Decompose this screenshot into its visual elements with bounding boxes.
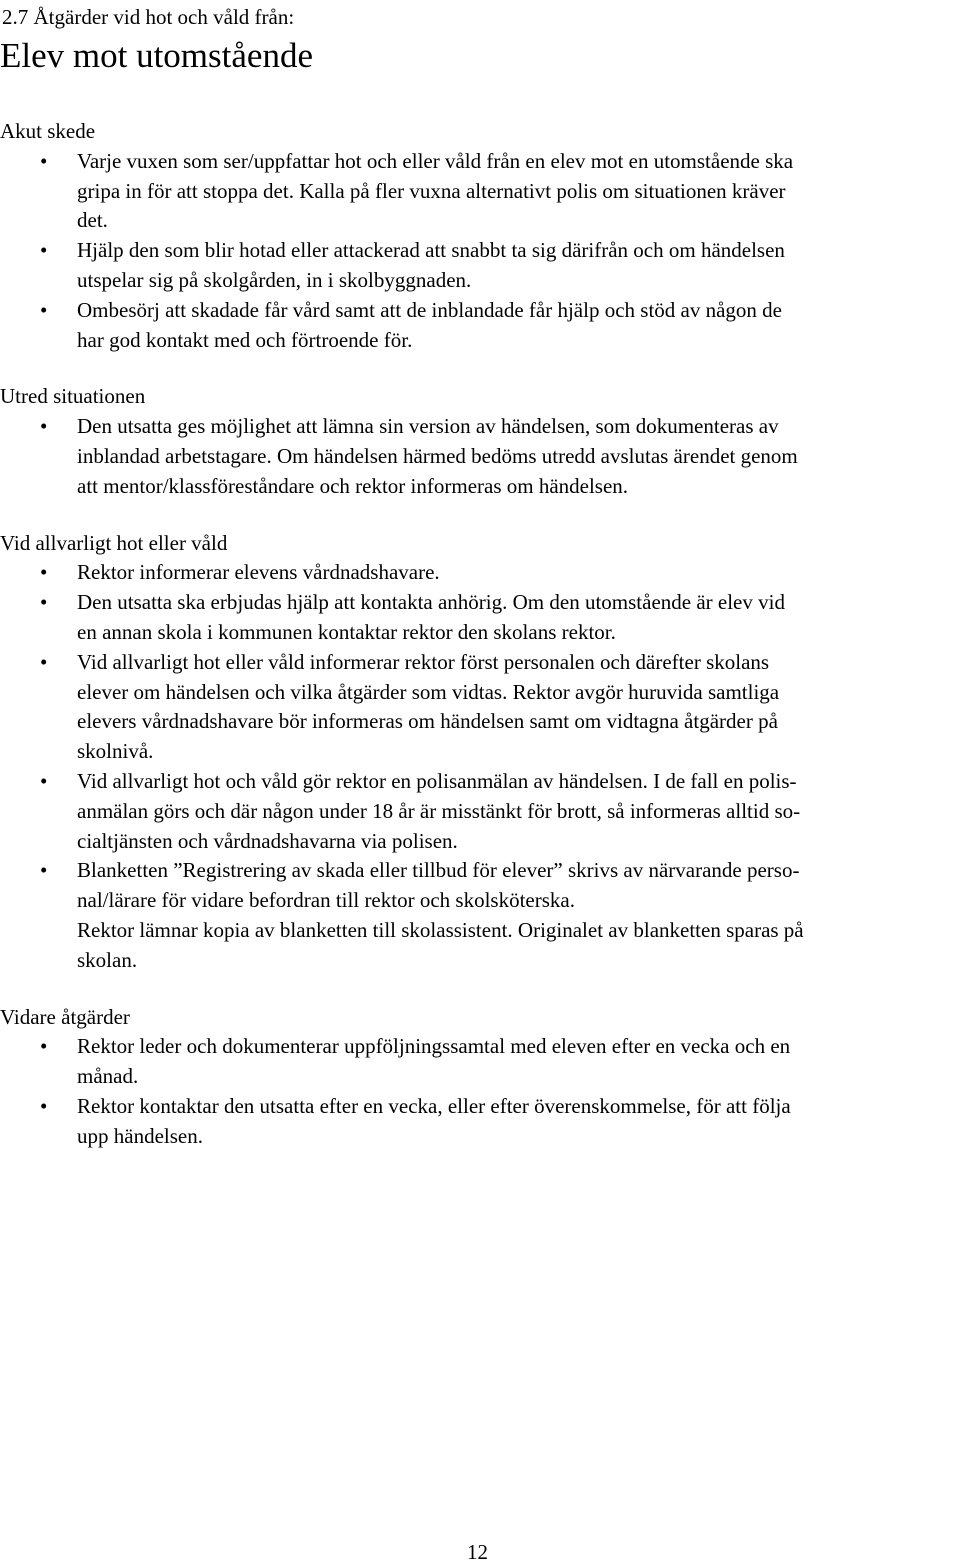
list-item-text: Vid allvarligt hot eller våld informerar rektor först personalen och därefter skolans elever om händelsen och vilka åtgärder som vidtas. Rektor avgör huruvida samtliga elevers vårdnadshavare bör informeras om händelsen samt om vidtagna åtgärder på skolnivå.	[77, 649, 780, 764]
bullet-list	[0, 147, 960, 356]
bullet-icon: •	[40, 649, 48, 674]
list-item	[0, 1092, 960, 1152]
list-item-text: Varje vuxen som ser/uppfattar hot och eller våld från en elev mot en utomstående ska gripa in för att stoppa det. Kalla på fler vuxna alternativt polis om situationen kräver det.	[77, 148, 794, 233]
list-item-text: Den utsatta ges möjlighet att lämna sin version av händelsen, som dokumenteras av inblandad arbetstagare. Om händelsen härmed bedöms utredd avslutas ärendet genom att mentor/klassföreståndare och rektor informeras om händelsen.	[77, 414, 798, 498]
list-item	[0, 236, 960, 296]
bullet-icon: •	[40, 148, 48, 173]
section-utred-situationen	[0, 382, 960, 501]
bullet-icon: •	[40, 590, 48, 615]
bullet-icon: •	[40, 1034, 48, 1059]
list-item	[0, 1032, 960, 1092]
bullet-icon: •	[40, 414, 48, 439]
section-heading: Utred situationen	[0, 384, 146, 409]
section-heading: Vidare åtgärder	[0, 1004, 130, 1029]
bullet-icon: •	[40, 858, 48, 883]
list-item	[0, 648, 960, 767]
page-number: 12	[467, 1540, 488, 1564]
list-item-text: Vid allvarligt hot och våld gör rektor en polisanmälan av händelsen. I de fall en polis- anmälan görs och där någon under 18 år är misstänkt för brott, så informeras alltid so- cialtjänsten och vårdnadshavarna via polisen.	[77, 768, 801, 853]
list-item	[0, 412, 960, 501]
list-item-text: Hjälp den som blir hotad eller attackerad att snabbt ta sig därifrån och om händelsen utspelar sig på skolgården, in i skolbyggnaden.	[77, 238, 785, 292]
list-item	[0, 147, 960, 236]
list-item-text: Rektor informerar elevens vårdnadshavare.	[77, 560, 440, 585]
chapter-title: Elev mot utomstående	[0, 36, 313, 75]
list-item-text: Blanketten ”Registrering av skada eller tillbud för elever” skrivs av närvarande perso- nal/lärare för vidare befordran till rektor och skolsköterska. Rektor lämnar kopia av blanketten till skolassistent. Originalet av blanketten sparas på skolan.	[77, 858, 804, 972]
section-heading: Akut skede	[0, 119, 96, 143]
bullet-icon: •	[40, 560, 48, 585]
section-vidare-atgarder	[0, 1003, 960, 1152]
section-vid-allvarligt-hot	[0, 529, 960, 976]
section-akut-skede	[0, 117, 960, 355]
bullet-list	[0, 558, 960, 975]
bullet-list	[0, 412, 960, 501]
list-item	[0, 296, 960, 356]
list-item	[0, 856, 960, 975]
bullet-icon: •	[40, 238, 48, 263]
list-item	[0, 588, 960, 648]
bullet-icon: •	[40, 1093, 48, 1118]
bullet-list	[0, 1032, 960, 1151]
bullet-icon: •	[40, 297, 48, 322]
chapter-number-line: 2.7 Åtgärder vid hot och våld från:	[2, 5, 295, 29]
list-item	[0, 767, 960, 856]
document-body	[0, 117, 960, 1179]
list-item-text: Rektor leder och dokumenterar uppföljningssamtal med eleven efter en vecka och en månad.	[77, 1034, 791, 1089]
list-item	[0, 558, 960, 588]
list-item-text: Ombesörj att skadade får vård samt att de inblandade får hjälp och stöd av någon de har god kontakt med och förtroende för.	[77, 297, 783, 352]
list-item-text: Rektor kontaktar den utsatta efter en vecka, eller efter överenskommelse, för att följa upp händelsen.	[77, 1093, 791, 1148]
section-heading: Vid allvarligt hot eller våld	[0, 530, 228, 555]
bullet-icon: •	[40, 768, 48, 793]
list-item-text: Den utsatta ska erbjudas hjälp att kontakta anhörig. Om den utomstående är elev vid en annan skola i kommunen kontaktar rektor den skolans rektor.	[77, 590, 785, 644]
